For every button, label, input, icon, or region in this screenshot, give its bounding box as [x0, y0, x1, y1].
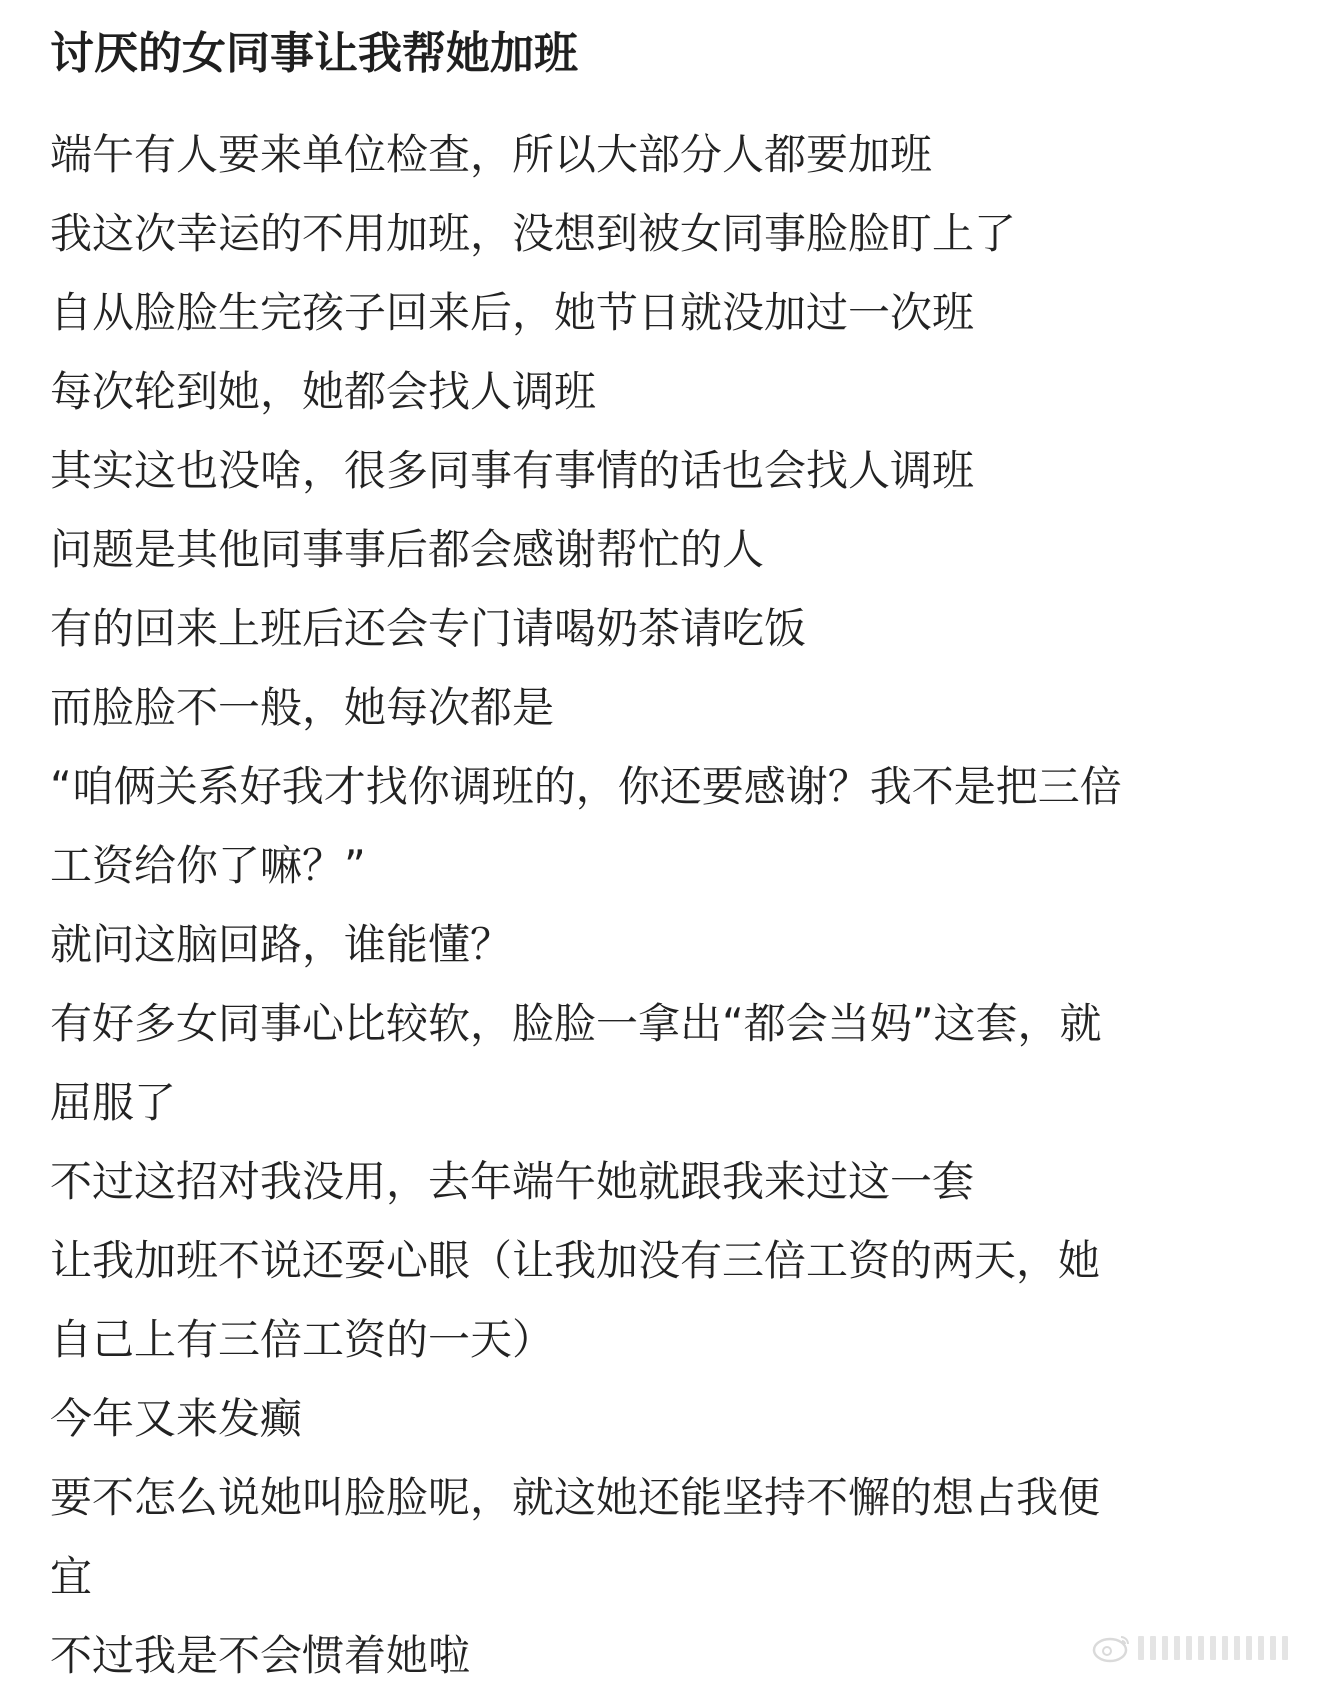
post-line: 不过我是不会惯着她啦: [50, 1631, 471, 1680]
post-line: 问题是其他同事事后都会感谢帮忙的人: [50, 525, 765, 574]
post-line: 有好多女同事心比较软，脸脸一拿出“都会当妈”这套，就: [50, 999, 1102, 1048]
post-line: 每次轮到她，她都会找人调班: [50, 367, 597, 416]
post-line: 要不怎么说她叫脸脸呢，就这她还能坚持不懈的想占我便: [50, 1473, 1101, 1522]
post-line: 其实这也没啥，很多同事有事情的话也会找人调班: [50, 446, 975, 495]
post-title: 讨厌的女同事让我帮她加班: [50, 28, 578, 79]
post-line: 端午有人要来单位检查，所以大部分人都要加班: [50, 130, 933, 179]
post-line: 不过这招对我没用，去年端午她就跟我来过这一套: [50, 1157, 975, 1206]
post-line: 我这次幸运的不用加班，没想到被女同事脸脸盯上了: [50, 209, 1017, 258]
watermark-logo-icon: [1092, 1633, 1132, 1663]
post-line: 就问这脑回路，谁能懂？: [50, 920, 513, 969]
post-line: 自己上有三倍工资的一天）: [50, 1315, 555, 1364]
post-line: 自从脸脸生完孩子回来后，她节日就没加过一次班: [50, 288, 975, 337]
watermark-stripes-icon: [1138, 1634, 1298, 1662]
post-body: [50, 115, 1280, 1695]
post-line: 而脸脸不一般，她每次都是: [50, 683, 555, 732]
post-line: 工资给你了嘛？”: [50, 841, 366, 890]
post-line: “咱俩关系好我才找你调班的，你还要感谢？我不是把三倍: [50, 762, 1122, 811]
post-line: 宜: [50, 1552, 93, 1601]
post-line: 今年又来发癫: [50, 1394, 303, 1443]
post-line: 让我加班不说还耍心眼（让我加没有三倍工资的两天，她: [50, 1236, 1101, 1285]
post-line: 有的回来上班后还会专门请喝奶茶请吃饭: [50, 604, 807, 653]
watermark: [1092, 1630, 1298, 1666]
post-line: 屈服了: [50, 1078, 177, 1127]
